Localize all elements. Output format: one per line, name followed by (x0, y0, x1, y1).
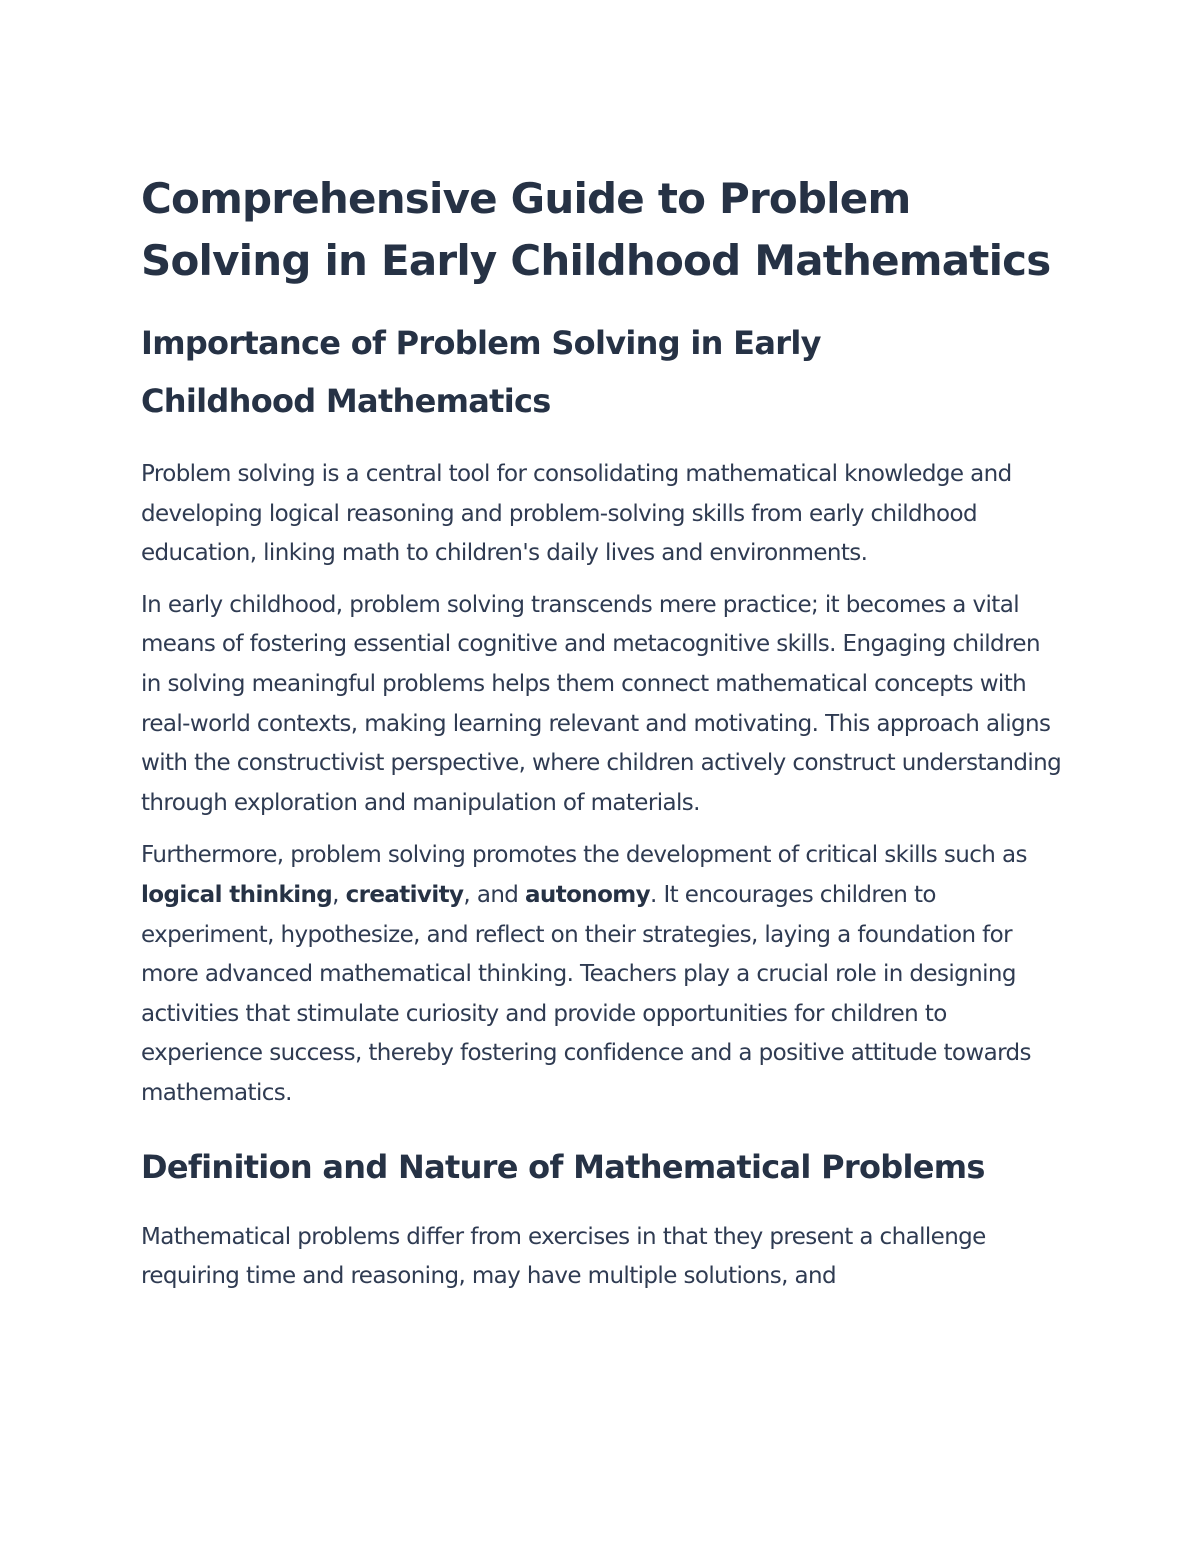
document-title: Comprehensive Guide to Problem Solving in Early Childhood Mathematics (141, 174, 1051, 285)
emphasis-autonomy: autonomy (525, 881, 651, 908)
emphasis-logical-thinking: logical thinking (141, 881, 333, 908)
document-page (141, 168, 1066, 1297)
section-heading-definition: Definition and Nature of Mathematical Problems (141, 1147, 985, 1186)
paragraph-importance-intro: Problem solving is a central tool for consolidating mathematical knowledge and developing logical reasoning and problem-solving skills from early childhood education, linking math to children's daily lives and environments. (141, 461, 1012, 567)
emphasis-creativity: creativity (345, 881, 464, 908)
separator-text: , and (463, 881, 526, 908)
paragraph-cognitive-skills: In early childhood, problem solving transcends mere practice; it becomes a vital means of fostering essential cognitive and metacognitive skills. Engaging children in solving meaningful problems helps them connect mathematical concepts with real-world contexts, making learning relevant and motivating. This approach aligns with the constructivist perspective, where children actively construct understanding through exploration and manipulation of materials. (141, 591, 1062, 816)
paragraph-critical-skills (141, 836, 1066, 1113)
paragraph-tail-text: . It encourages children to experiment, hypothesize, and reflect on their strategies, laying a foundation for more advanced mathematical thinking. Teachers play a crucial role in designing activities that stimulate curiosity and provide opportunities for children to experience success, thereby fostering confidence and a positive attitude towards mathematics. (141, 881, 1031, 1106)
paragraph-lead-text: Furthermore, problem solving promotes the development of critical skills such as (141, 842, 1027, 869)
separator-text: , (332, 881, 346, 908)
paragraph-definition-intro: Mathematical problems differ from exercises in that they present a challenge requiring time and reasoning, may have multiple solutions, and (141, 1223, 986, 1290)
section-heading-importance: Importance of Problem Solving in Early Childhood Mathematics (141, 324, 821, 420)
